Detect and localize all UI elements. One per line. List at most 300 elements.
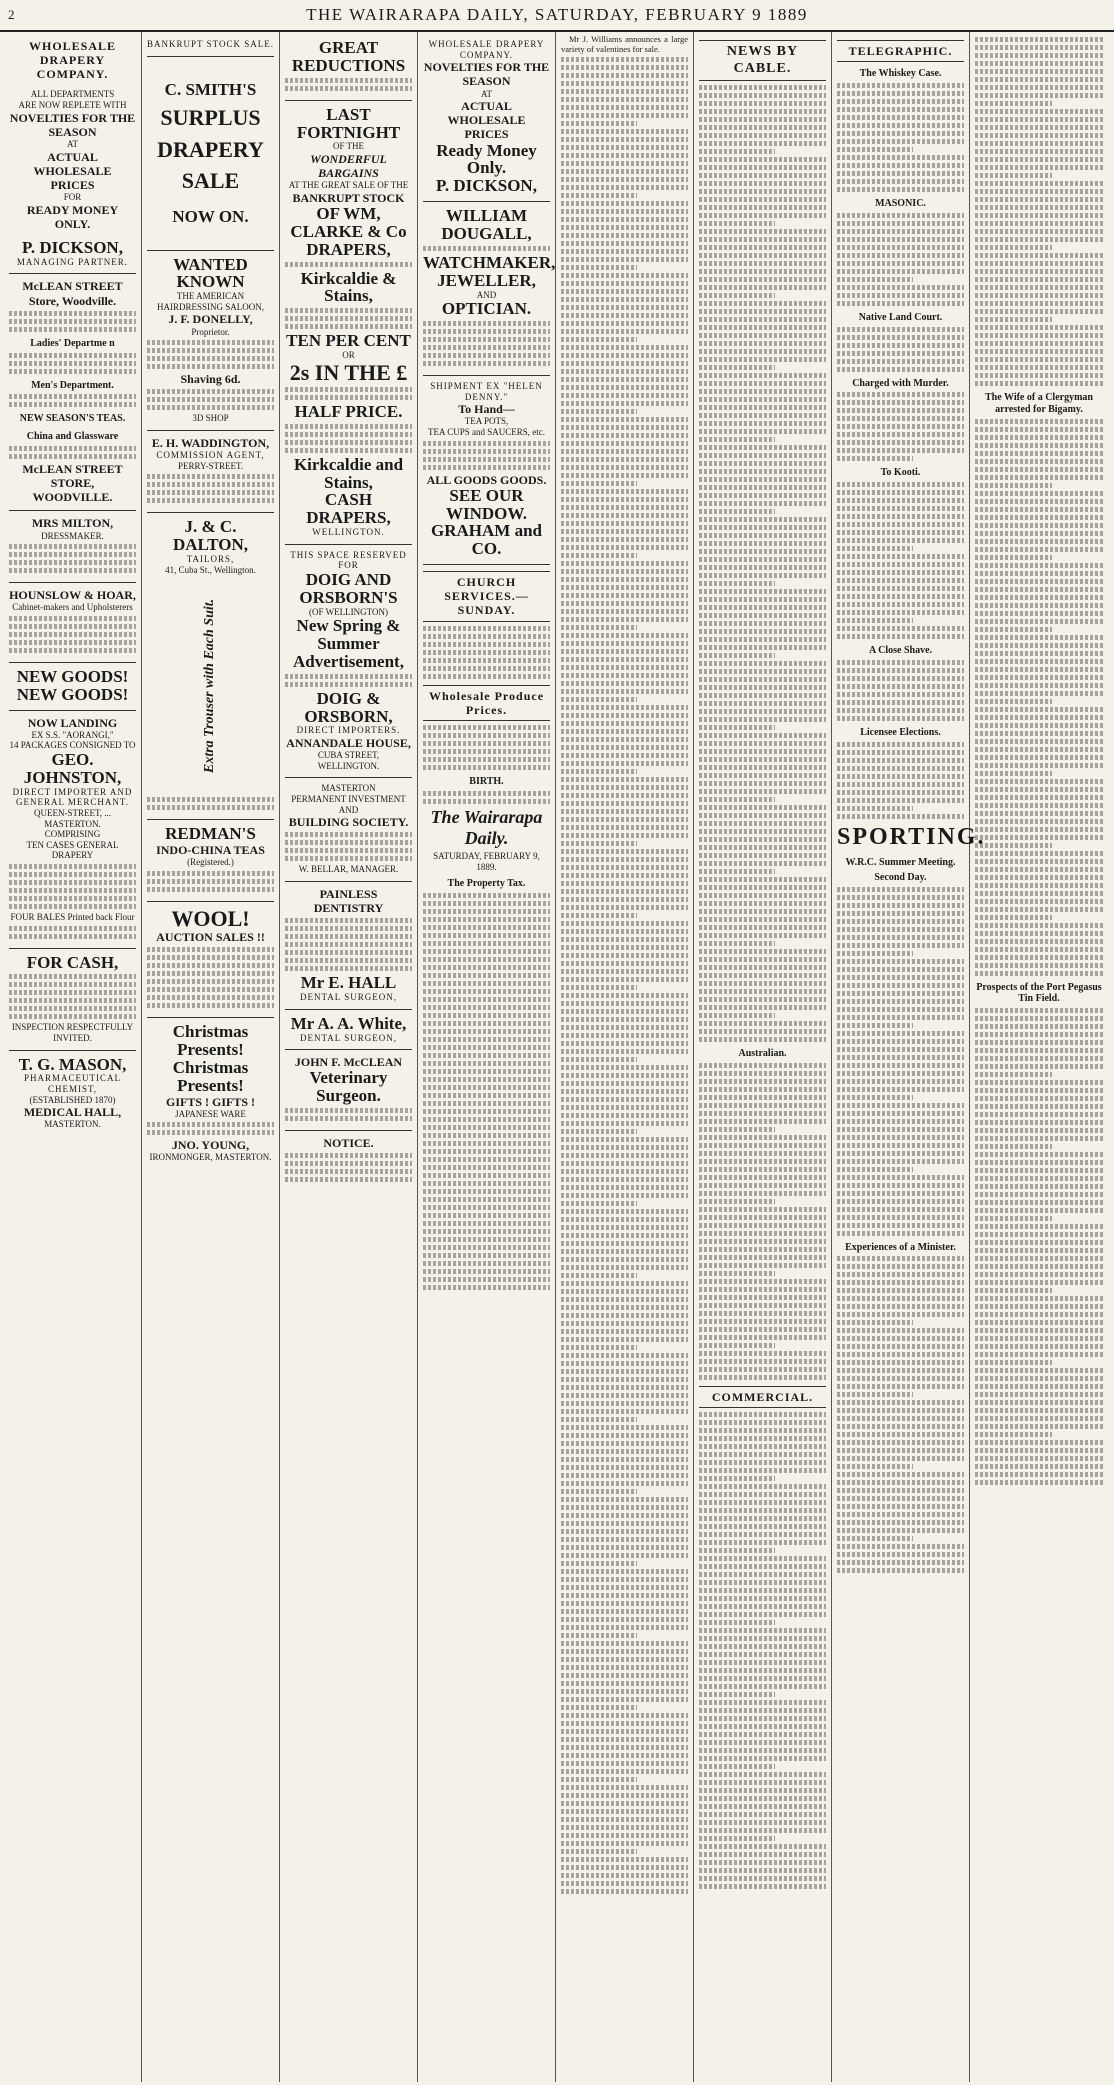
text-line [837, 1360, 964, 1365]
text-line [837, 1416, 964, 1421]
smith-surplus: SURPLUS [160, 105, 261, 131]
discount-line1: TEN PER CENT [286, 331, 411, 351]
building-line2: PERMANENT INVESTMENT AND [291, 793, 406, 815]
text-line [975, 915, 1052, 920]
text-line [699, 661, 826, 666]
text-line [561, 1633, 637, 1638]
text-line [699, 1804, 826, 1809]
great-reductions-ad [285, 34, 412, 101]
text-line [975, 931, 1103, 936]
text-line [561, 681, 688, 686]
text-line [699, 581, 775, 586]
text-line [561, 417, 688, 422]
doig-place: (OF WELLINGTON) [309, 606, 388, 617]
text-line [699, 1303, 826, 1308]
text-line [837, 602, 964, 607]
text-line [975, 1176, 1103, 1181]
dickson-line10: PRICES [50, 177, 95, 192]
text-line [699, 1295, 826, 1300]
text-line [837, 1143, 964, 1148]
text-line [699, 629, 826, 634]
text-line [975, 1296, 1103, 1301]
text-line [975, 1208, 1103, 1213]
text-line [837, 416, 964, 421]
text-line [561, 513, 688, 518]
last-fortnight-line4: AT THE GREAT SALE OF THE [288, 180, 409, 191]
text-line [837, 440, 964, 445]
text-line [837, 1384, 964, 1389]
text-line [975, 1192, 1103, 1197]
text-line [561, 1497, 688, 1502]
all-goods: ALL GOODS GOODS. [426, 472, 547, 487]
text-line [699, 1191, 826, 1196]
mason-hall: MEDICAL HALL, [23, 1105, 122, 1120]
text-line [561, 1705, 637, 1710]
to-hand-line2: TEA CUPS and SAUCERS, etc. [427, 426, 545, 437]
text-line [561, 329, 688, 334]
dalton-ad [147, 513, 274, 820]
text-line [837, 660, 964, 665]
text-line [699, 397, 826, 402]
text-line [837, 967, 964, 972]
text-line [975, 133, 1103, 138]
text-line [561, 897, 688, 902]
text-line [561, 817, 688, 822]
text-line [975, 499, 1103, 504]
text-line [561, 1649, 688, 1654]
text-line [837, 895, 964, 900]
redmans-reg: (Registered.) [187, 857, 234, 868]
text-line [975, 851, 1103, 856]
text-line [975, 635, 1103, 640]
smith-drapery: DRAPERY [157, 136, 264, 162]
dentistry-title: PAINLESS DENTISTRY [313, 886, 384, 916]
text-line [561, 1001, 688, 1006]
text-line [699, 165, 826, 170]
text-line [699, 1103, 826, 1108]
text-line [561, 361, 688, 366]
text-line [561, 1577, 688, 1582]
text-line [561, 1193, 688, 1198]
text-line [975, 325, 1103, 330]
text-line [837, 1296, 964, 1301]
text-line [975, 483, 1052, 488]
text-line [699, 317, 826, 322]
text-line [699, 453, 826, 458]
text-line [975, 843, 1052, 848]
text-line [561, 1697, 688, 1702]
text-line [561, 1809, 688, 1814]
text-line [975, 1288, 1052, 1293]
text-line [699, 1868, 826, 1873]
text-line [561, 1257, 688, 1262]
text-line [561, 841, 637, 846]
young-place: IRONMONGER, MASTERTON. [149, 1152, 272, 1163]
text-line [975, 1240, 1103, 1245]
date-line: SATURDAY, FEBRUARY 9, 1889. [433, 851, 540, 872]
kooti-head: To Kooti. [880, 467, 921, 479]
text-line [561, 1537, 688, 1542]
text-line [561, 1281, 688, 1286]
text-line [561, 1569, 688, 1574]
text-line [699, 277, 826, 282]
dickson-line8: AT [67, 139, 78, 149]
text-line [975, 795, 1103, 800]
text-line [699, 1247, 826, 1252]
four-bales: FOUR BALES Printed back Flour [10, 911, 135, 922]
dickson-repeat-name: P. DICKSON, [436, 176, 537, 196]
text-line [561, 433, 688, 438]
text-line [561, 1777, 637, 1782]
white-role: DENTAL SURGEON, [300, 1032, 397, 1043]
sporting-head: SPORTING. [837, 823, 986, 850]
text-line [561, 985, 637, 990]
text-line [975, 77, 1103, 82]
last-fortnight-line5: BANKRUPT STOCK [292, 190, 405, 205]
text-line [975, 1040, 1103, 1045]
text-line [975, 1152, 1103, 1157]
text-line [837, 1528, 964, 1533]
text-line [699, 1652, 826, 1657]
text-line [975, 563, 1103, 568]
text-line [699, 533, 826, 538]
text-line [699, 637, 826, 642]
text-line [699, 917, 826, 922]
discount-line2: OR [342, 350, 355, 361]
text-line [975, 971, 1103, 976]
text-line [837, 570, 964, 575]
text-line [561, 1081, 688, 1086]
dickson-line5: ARE NOW REPLETE WITH [18, 100, 127, 111]
text-line [699, 1484, 826, 1489]
text-line [699, 357, 826, 362]
text-line [975, 157, 1103, 162]
text-line [975, 827, 1103, 832]
text-line [561, 313, 688, 318]
text-line [975, 1128, 1103, 1133]
building-line1: MASTERTON [321, 783, 376, 794]
text-line [975, 261, 1103, 266]
text-line [561, 1289, 688, 1294]
dougall-role3: AND [476, 289, 497, 300]
kirkcaldie-town: WELLINGTON. [312, 527, 385, 538]
text-line [837, 1504, 964, 1509]
text-line [561, 1825, 688, 1830]
text-line [975, 515, 1103, 520]
text-line [699, 1492, 826, 1497]
text-line [699, 861, 826, 866]
text-line [837, 1368, 964, 1373]
text-line [975, 1304, 1103, 1309]
text-line [561, 1273, 637, 1278]
text-line [837, 578, 964, 583]
text-line [699, 1556, 826, 1561]
text-line [975, 365, 1103, 370]
text-line [561, 1241, 688, 1246]
text-line [837, 1256, 964, 1261]
great-reductions-title: GREAT REDUCTIONS [291, 38, 406, 75]
text-line [699, 565, 826, 570]
text-line [975, 547, 1103, 552]
text-line [561, 473, 688, 478]
text-line [837, 1183, 964, 1188]
hounslow-ad [9, 583, 136, 663]
text-line [837, 1039, 964, 1044]
mason-established: (ESTABLISHED 1870) [29, 1094, 116, 1105]
text-line [699, 1095, 826, 1100]
text-line [699, 1532, 826, 1537]
text-line [561, 169, 688, 174]
text-line [561, 409, 637, 414]
discount-line3: 2s IN THE £ [289, 359, 408, 385]
text-line [975, 1048, 1103, 1053]
text-line [975, 475, 1103, 480]
text-line [561, 585, 688, 590]
text-line [975, 539, 1103, 544]
last-fortnight-line1: LAST FORTNIGHT [296, 104, 401, 142]
text-line [699, 1013, 775, 1018]
text-line [561, 1473, 688, 1478]
column-5 [556, 32, 694, 2082]
commercial-body [699, 1412, 826, 1889]
text-line [561, 1089, 688, 1094]
new-goods-2: NEW GOODS! [16, 684, 129, 704]
text-line [699, 1319, 826, 1324]
text-line [699, 1812, 826, 1817]
text-line [975, 419, 1103, 424]
china-glassware: China and Glassware [26, 431, 119, 443]
building-society-ad [285, 778, 412, 882]
text-line [699, 1724, 826, 1729]
text-line [975, 1424, 1103, 1429]
dickson-line9: ACTUAL WHOLESALE [33, 149, 112, 178]
text-line [699, 237, 826, 242]
text-line [561, 1889, 688, 1894]
text-line [837, 490, 964, 495]
native-land-head: Native Land Court. [858, 311, 943, 323]
text-line [699, 1135, 826, 1140]
text-line [561, 593, 688, 598]
text-line [561, 289, 688, 294]
columns [4, 32, 1110, 2082]
text-line [561, 889, 688, 894]
text-line [975, 955, 1103, 960]
text-line [975, 571, 1103, 576]
text-line [561, 905, 688, 910]
news-by-cable: NEWS BY CABLE. [699, 40, 826, 81]
white-ad [285, 1010, 412, 1050]
text-line [561, 1177, 688, 1182]
wrc-body [837, 887, 964, 1236]
text-line [975, 523, 1103, 528]
text-line [975, 229, 1103, 234]
doig-adv: Advertisement, [293, 651, 404, 671]
text-line [561, 129, 688, 134]
text-line [699, 381, 826, 386]
text-line [561, 801, 688, 806]
close-shave-head: A Close Shave. [868, 645, 933, 657]
dalton-name: J. & C. DALTON, [172, 517, 249, 555]
text-line [699, 1452, 826, 1457]
text-line [561, 545, 688, 550]
wrc-second-day: Second Day. [874, 871, 927, 883]
text-line [699, 1732, 826, 1737]
text-line [699, 181, 826, 186]
text-line [699, 461, 826, 466]
johnston-ad [9, 711, 136, 949]
hall-name: Mr E. HALL [300, 973, 397, 993]
church-services: CHURCH SERVICES.—SUNDAY. [423, 571, 550, 621]
text-line [561, 1769, 688, 1774]
doig-importers: DIRECT IMPORTERS. [296, 725, 401, 736]
mason-town: MASTERTON. [44, 1119, 101, 1130]
text-line [837, 1376, 964, 1381]
mclean-title: McLEAN STREET [22, 279, 123, 294]
text-line [699, 949, 826, 954]
text-line [975, 285, 1103, 290]
text-line [561, 569, 688, 574]
text-line [699, 901, 826, 906]
text-line [561, 1353, 688, 1358]
text-line [837, 1119, 964, 1124]
text-line [975, 1256, 1103, 1261]
text-line [699, 109, 826, 114]
doig-town: WELLINGTON. [317, 760, 380, 771]
text-line [561, 1729, 688, 1734]
text-line [561, 449, 688, 454]
doig-space: THIS SPACE RESERVED FOR [290, 549, 407, 571]
text-line [561, 1249, 688, 1254]
text-line [561, 481, 637, 486]
text-line [975, 603, 1103, 608]
text-line [561, 1385, 688, 1390]
text-line [561, 601, 688, 606]
text-line [975, 277, 1103, 282]
text-line [837, 253, 964, 258]
text-line [561, 1113, 688, 1118]
text-line [699, 1756, 826, 1761]
text-line [561, 1489, 637, 1494]
text-line [561, 1849, 637, 1854]
text-line [561, 1521, 688, 1526]
graham-co: GRAHAM and CO. [431, 521, 542, 559]
text-line [699, 1271, 775, 1276]
text-line [975, 771, 1052, 776]
text-line [837, 1472, 964, 1477]
text-line [975, 1136, 1103, 1141]
clergyman-head: The Wife of a Clergyman arrested for Bigamy. [985, 392, 1093, 415]
text-line [837, 1336, 964, 1341]
text-line [975, 293, 1103, 298]
text-line [561, 873, 688, 878]
text-line [561, 1265, 688, 1270]
bankrupt-ad [147, 34, 274, 57]
redmans-ad [147, 820, 274, 902]
text-line [561, 1145, 688, 1150]
text-line [561, 1049, 688, 1054]
text-line [561, 1161, 688, 1166]
doig-name: DOIG AND ORSBORN'S [299, 569, 398, 607]
text-line [975, 731, 1103, 736]
text-line [699, 1644, 826, 1649]
notice-ad [285, 1131, 412, 1191]
column-6 [694, 32, 832, 2082]
text-line [837, 1055, 964, 1060]
smith-name: C. SMITH'S [164, 79, 257, 99]
column-1 [4, 32, 142, 2082]
wanted-line1: THE AMERICAN HAIRDRESSING SALOON, [156, 291, 264, 312]
text-line [561, 305, 688, 310]
text-line [699, 1327, 826, 1332]
text-line [837, 1304, 964, 1309]
text-line [975, 875, 1103, 880]
bankrupt-label: BANKRUPT STOCK SALE. [147, 39, 274, 49]
text-line [699, 509, 775, 514]
text-line [699, 1343, 775, 1348]
col5-lead: Mr J. Williams announces a large variety of valentines for sale. [561, 34, 688, 55]
text-line [561, 1345, 637, 1350]
text-line [837, 1512, 964, 1517]
text-line [837, 1135, 964, 1140]
text-line [837, 269, 964, 274]
text-line [699, 1716, 826, 1721]
text-line [561, 1209, 688, 1214]
text-line [837, 668, 964, 673]
wool-ad [147, 902, 274, 1018]
text-line [561, 121, 637, 126]
text-line [699, 1143, 826, 1148]
text-line [975, 1232, 1103, 1237]
text-line [699, 405, 826, 410]
text-line [699, 757, 826, 762]
text-line [561, 1465, 688, 1470]
text-line [837, 610, 964, 615]
text-line [699, 1351, 826, 1356]
text-line [975, 835, 1103, 840]
text-line [837, 237, 964, 242]
text-line [561, 1409, 688, 1414]
text-line [699, 517, 826, 522]
text-line [561, 1513, 688, 1518]
text-line [561, 1505, 688, 1510]
text-line [975, 659, 1103, 664]
white-name: Mr A. A. White, [290, 1013, 407, 1033]
text-line [699, 1740, 826, 1745]
text-line [699, 869, 775, 874]
text-line [561, 913, 637, 918]
text-line [561, 1801, 688, 1806]
text-line [837, 530, 964, 535]
text-line [975, 451, 1103, 456]
milton-ad [9, 511, 136, 583]
text-line [975, 459, 1103, 464]
dickson-repeat-line4: ACTUAL WHOLESALE [447, 99, 526, 128]
text-line [561, 1481, 688, 1486]
text-line [975, 587, 1103, 592]
text-line [699, 1223, 826, 1228]
christmas-line1: Christmas Presents! [172, 1022, 249, 1059]
text-line [837, 1288, 964, 1293]
text-line [699, 877, 826, 882]
text-line [699, 173, 826, 178]
text-line [561, 1009, 688, 1014]
text-line [837, 408, 964, 413]
doig-ad [285, 545, 412, 779]
dickson-line12: READY MONEY ONLY. [26, 202, 119, 231]
text-line [561, 617, 688, 622]
mclean-footer2: WOODVILLE. [32, 490, 113, 505]
text-line [837, 498, 964, 503]
